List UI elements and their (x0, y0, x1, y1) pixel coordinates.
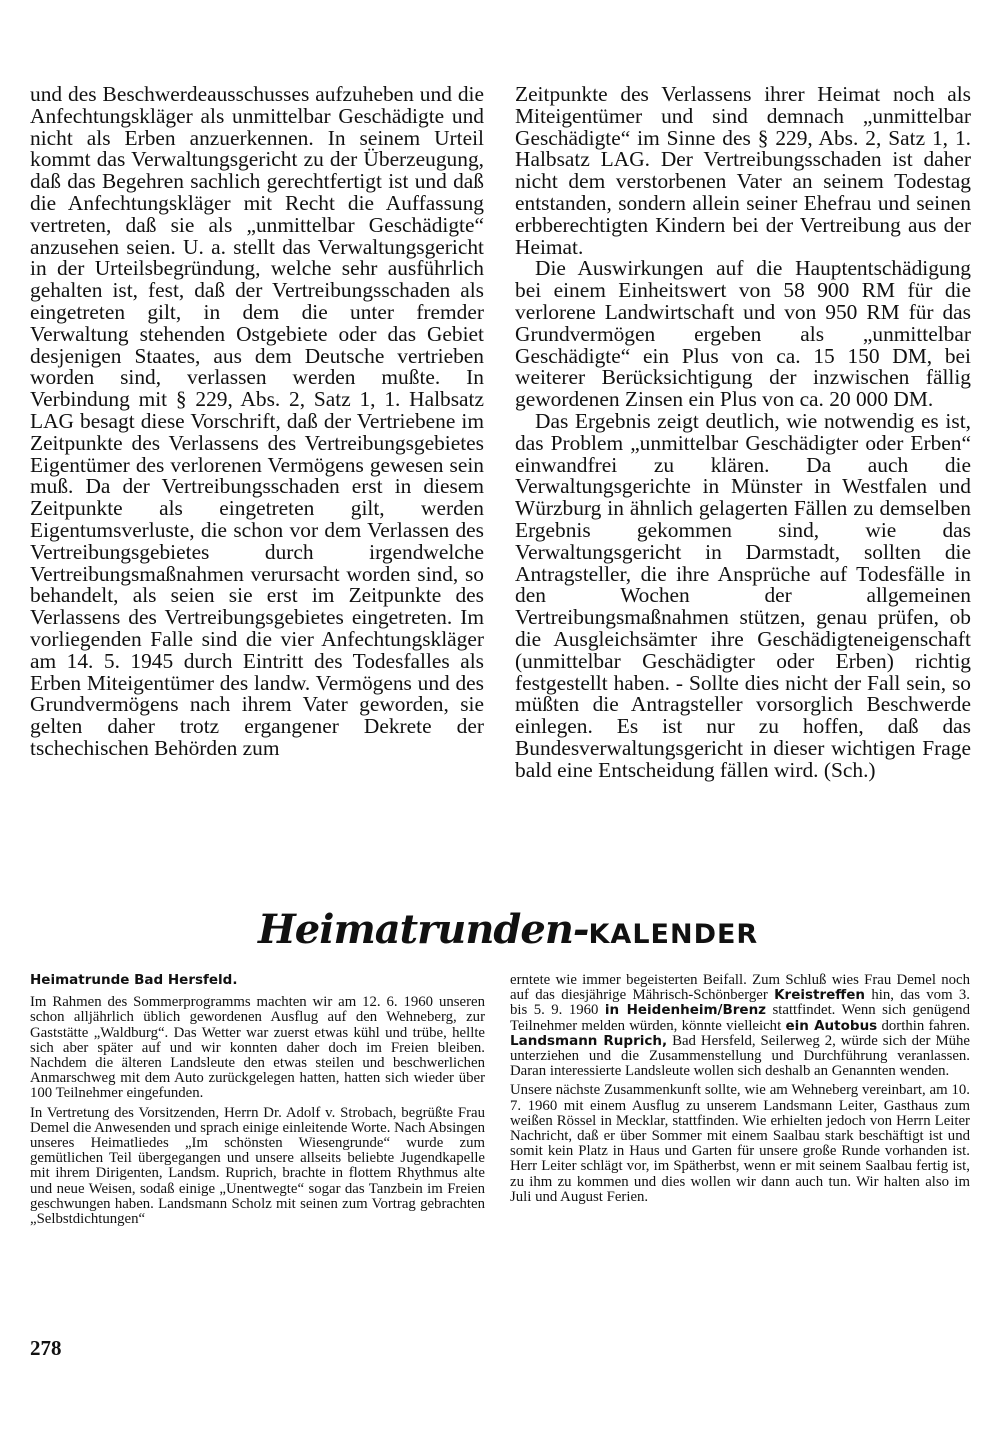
heading-caps-text: KALENDER (588, 919, 759, 950)
section-heading (258, 906, 758, 960)
report-column-left (30, 973, 485, 1227)
article-paragraph: Die Auswirkungen auf die Hauptentschädigung bei einem Einheitswert von 58 900 RM für die verlorene Landwirtschaft und von 950 RM für das Grundvermögen ergeben als „unmittelbar Geschädigte“ ein Plus von ca. 15 150 DM, bei weiterer Berücksichtigung der inzwischen fällig gewordenen Zinsen ein Plus von ca. 20 000 DM. (515, 256, 971, 412)
text-run: erntete wie immer begeisterten Beifall. Zum Schluß wies Frau Demel noch auf das diesjährige Mährisch-Schönberger (510, 972, 970, 1004)
text-run: Bad Hersfeld, Seilerweg 2, würde sich der Mühe unterziehen und die Zusammenstellung und Durchführung veranlassen. Daran interessierte Landsleute wollen sich deshalb an Genannten wenden. (510, 1032, 970, 1080)
text-run: dorthin fahren. (877, 1017, 970, 1034)
highlight-bus: ein Autobus (785, 1017, 878, 1034)
report-paragraph (510, 973, 970, 1079)
report-paragraph: Im Rahmen des Sommerprogramms machten wir am 12. 6. 1960 unseren schon alljährlich üblich gewordenen Ausflug auf den Wehneberg, zur Gaststätte „Waldburg“. Das Wetter war zuerst etwas kühl und trübe, hellte sich aber später auf und wir konnten daher doch im Freien bleiben. Nachdem die älteren Landsleute den etwas steilen und beschwerlichen Anmarschweg mit dem Auto zurückgelegen hatten, hatten sich wieder über 100 Teilnehmer eingefunden. (30, 994, 485, 1102)
page-number: 278 (30, 1336, 62, 1360)
article-paragraph: Zeitpunkte des Verlassens ihrer Heimat noch als Miteigentümer und sind demnach „unmittelbar Geschädigte“ im Sinne des § 229, Abs. 2, Satz 1, 1. Halbsatz LAG. Der Vertreibungsschaden ist daher nicht dem verstorbenen Vater an seinem Todestag entstanden, sondern allein seiner Ehefrau und seinen erbberechtigten Kindern bei der Vertreibung aus der Heimat. (515, 82, 971, 259)
article-paragraph: und des Beschwerdeausschusses aufzuheben und die Anfechtungskläger als unmittelbar Geschädigte und nicht als Erben anzuerkennen. In seinem Urteil kommt das Verwaltungsgericht zu der Überzeugung, daß das Begehren sachlich gerechtfertigt ist und daß die Anfechtungskläger mit Recht die Auffassung vertreten, daß sie als „unmittelbar Geschädigte“ anzusehen seien. U. a. stellt das Verwaltungsgericht in der Urteilsbegründung, welche sehr ausführlich gehalten ist, fest, daß der Vertreibungsschaden als eingetreten gilt, in dem die unter fremder Verwaltung stehenden Ostgebiete oder das Gebiet desjenigen Staates, aus dem Deutsche vertrieben worden sind, verlassen werden mußte. In Verbindung mit § 229, Abs. 2, Satz 1, 1. Halbsatz LAG besagt diese Vorschrift, daß der Vertriebene im Zeitpunkte des Verlassens des Vertreibungsgebietes Eigentümer des verlorenen Vermögens gewesen sein muß. Da der Vertreibungsschaden erst in diesem Zeitpunkte als eingetreten gilt, werden Eigentumsverluste, die schon vor dem Verlassen des Vertreibungsgebietes durch irgendwelche Vertreibungsmaßnahmen verursacht worden sind, so behandelt, als seien sie erst im Zeitpunkte des Verlassens des Vertreibungsgebietes eingetreten. Im vorliegenden Falle sind die vier Anfechtungskläger am 14. 5. 1945 durch Eintritt des Todesfalles als Erben Miteigentümer des landw. Vermögens und des Grundvermögens nach ihrem Vater geworden, sie gelten daher trotz ergangener Dekrete der tschechischen Behörden zum (30, 82, 484, 760)
report-paragraph: Unsere nächste Zusammenkunft sollte, wie am Wehneberg vereinbart, am 10. 7. 1960 mit einem Ausflug zu unserem Landsmann Leiter, Gasthaus zum weißen Rössel in Mecklar, stattfinden. Wie erhielten jedoch von Herrn Leiter Nachricht, daß er über Sommer mit einem Saalbau stark beschäftigt ist und somit kein Platz in Haus und Garten für unsere große Runde vorhanden ist. Herr Leiter schlägt vor, im Spätherbst, wenn er mit seinem Saalbau fertig ist, zu ihm zu kommen und dies wollen wir dann auch tun. Wir halten also im Juli und August Ferien. (510, 1082, 970, 1205)
report-column-right (510, 973, 970, 1205)
text-run: stattfindet. Wenn sich genügend Teilnehmer melden würden, könnte vielleicht (510, 1002, 970, 1034)
heading-script-text: Heimatrunden- (258, 906, 589, 953)
article-column-right (515, 84, 971, 782)
text-run: hin, das vom 3. bis 5. 9. 1960 (510, 987, 970, 1019)
report-paragraph: In Vertretung des Vorsitzenden, Herrn Dr. Adolf v. Strobach, begrüßte Frau Demel die Anwesenden und sprach einige einleitende Worte. Nach Absingen unseres Heimatliedes „Im schönsten Wiesengrunde“ wurde zum gemütlichen Teil übergegangen und unsere allseits beliebte Jugendkapelle mit ihrem Dirigenten, Landsm. Ruprich, brachte in flottem Rhythmus alte und neue Weisen, sodaß einige „Unentwegte“ sogar das Tanzbein im Freien geschwungen haben. Landsmann Scholz mit seinen zum Vortrag gebrachten „Selbstdichtungen“ (30, 1104, 485, 1228)
highlight-event: Kreistreffen (774, 987, 866, 1004)
highlight-location: in Heidenheim/Brenz (604, 1002, 767, 1019)
article-column-left (30, 84, 484, 760)
article-paragraph: Das Ergebnis zeigt deutlich, wie notwendig es ist, das Problem „unmittelbar Geschädigter oder Erben“ einwandfrei zu klären. Da auch die Verwaltungsgerichte in Münster in Westfalen und Würzburg in ähnlich gelagerten Fällen zu demselben Ergebnis gekommen sind, wie das Verwaltungsgericht in Darmstadt, sollten die Antragsteller, die ihre Ansprüche auf Todesfälle in den Wochen der allgemeinen Vertreibungsmaßnahmen stützen, genau prüfen, ob die Ausgleichsämter ihre Geschädigteneigenschaft (unmittelbar Geschädigter oder Erben) richtig festgestellt haben. - Sollte dies nicht der Fall sein, so müßten die Antragsteller vorsorglich Beschwerde einlegen. Es ist nur zu hoffen, daß das Bundesverwaltungsgericht in dieser wichtigen Frage bald eine Entscheidung fällen wird. (Sch.) (515, 408, 971, 782)
report-subheading: Heimatrunde Bad Hersfeld. (30, 972, 238, 988)
highlight-contact: Landsmann Ruprich, (510, 1032, 668, 1049)
